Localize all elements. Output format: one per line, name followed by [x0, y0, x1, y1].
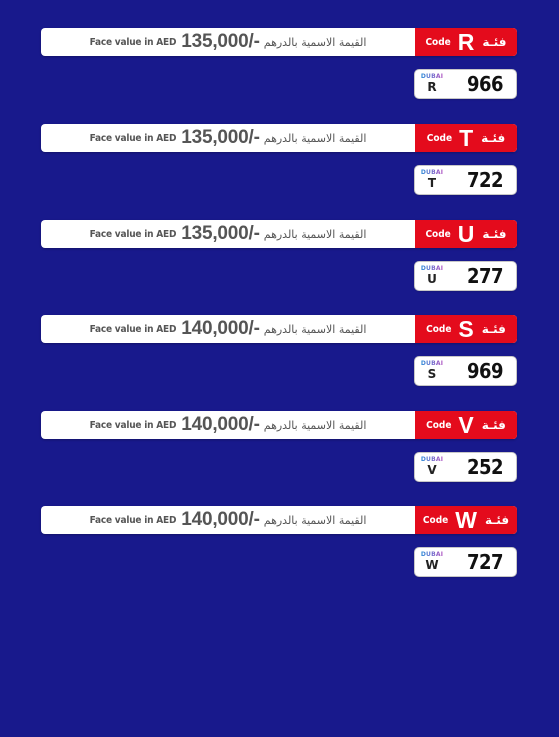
dubai-logo-icon: DUBAI [420, 169, 444, 176]
dubai-emblem [421, 551, 443, 574]
face-value-label: Face value in AED [89, 36, 177, 48]
plate-code: U [427, 272, 437, 286]
code-label-arabic: فئـة [482, 227, 507, 241]
plate-code: T [427, 176, 437, 190]
code-box [415, 28, 517, 56]
plate-entry [0, 411, 559, 507]
plate-code: W [425, 558, 439, 572]
face-value-text [41, 411, 415, 439]
face-value-amount: 140,000/- [181, 414, 260, 435]
face-value-amount: 135,000/- [181, 127, 260, 148]
dubai-logo-icon: DUBAI [420, 265, 444, 272]
face-value-label-arabic: القيمة الاسمية بالدرهم [263, 418, 367, 432]
code-label: Code [426, 419, 452, 431]
code-label: Code [425, 36, 451, 48]
face-value-amount: 135,000/- [181, 223, 260, 244]
plate-entry [0, 315, 559, 411]
dubai-logo-icon: DUBAI [420, 73, 444, 80]
dubai-emblem [421, 360, 443, 383]
code-letter: T [459, 124, 474, 151]
plate-code: S [427, 367, 437, 381]
code-box [415, 411, 517, 439]
face-value-text [41, 315, 415, 343]
code-letter: W [455, 506, 477, 533]
code-label-arabic: فئـة [481, 131, 506, 145]
plate-entry [0, 506, 559, 602]
code-box [415, 220, 517, 248]
code-label-arabic: فئـة [484, 513, 510, 527]
face-value-label: Face value in AED [89, 514, 177, 526]
code-label: Code [422, 514, 449, 526]
code-label: Code [425, 228, 451, 240]
plate-number: 722 [466, 168, 504, 192]
plate-number: 727 [466, 550, 504, 574]
plate-number: 277 [466, 264, 504, 288]
number-plate[interactable] [415, 548, 516, 576]
face-value-amount: 135,000/- [181, 31, 260, 52]
face-value-label-arabic: القيمة الاسمية بالدرهم [263, 131, 367, 145]
plate-entry [0, 124, 559, 220]
number-plate[interactable] [415, 262, 516, 290]
face-value-label-arabic: القيمة الاسمية بالدرهم [263, 227, 367, 241]
face-value-text [41, 124, 415, 152]
face-value-text [41, 220, 415, 248]
face-value-text [41, 506, 415, 534]
dubai-emblem [421, 456, 443, 479]
face-value-label-arabic: القيمة الاسمية بالدرهم [263, 35, 367, 49]
code-box [415, 506, 517, 534]
dubai-logo-icon: DUBAI [420, 551, 444, 558]
face-value-bar [41, 28, 517, 56]
plate-code: V [427, 463, 437, 477]
face-value-bar [41, 506, 517, 534]
code-box [415, 315, 517, 343]
face-value-bar [41, 411, 517, 439]
code-box [415, 124, 517, 152]
code-label-arabic: فئـة [482, 35, 507, 49]
face-value-bar [41, 315, 517, 343]
code-letter: U [457, 220, 475, 247]
face-value-label-arabic: القيمة الاسمية بالدرهم [263, 322, 367, 336]
face-value-amount: 140,000/- [181, 318, 260, 339]
code-label: Code [426, 323, 452, 335]
code-label-arabic: فئـة [481, 418, 506, 432]
face-value-label: Face value in AED [89, 323, 177, 335]
number-plate[interactable] [415, 70, 516, 98]
dubai-logo-icon: DUBAI [420, 456, 444, 463]
number-plate[interactable] [415, 166, 516, 194]
dubai-emblem [421, 73, 443, 96]
face-value-label-arabic: القيمة الاسمية بالدرهم [263, 513, 367, 527]
face-value-label: Face value in AED [89, 132, 177, 144]
code-letter: S [458, 315, 474, 342]
face-value-label: Face value in AED [89, 419, 177, 431]
face-value-text [41, 28, 415, 56]
code-label: Code [426, 132, 453, 144]
code-letter: V [458, 411, 474, 438]
plate-entry [0, 28, 559, 124]
plate-code: R [427, 80, 437, 94]
dubai-logo-icon: DUBAI [420, 360, 444, 367]
face-value-bar [41, 220, 517, 248]
face-value-bar [41, 124, 517, 152]
dubai-emblem [421, 265, 443, 288]
code-letter: R [457, 28, 475, 55]
face-value-amount: 140,000/- [181, 509, 260, 530]
plate-number: 966 [466, 72, 504, 96]
number-plate[interactable] [415, 453, 516, 481]
plate-entry [0, 220, 559, 316]
dubai-emblem [421, 169, 443, 192]
face-value-label: Face value in AED [89, 228, 177, 240]
plate-number: 969 [466, 359, 504, 383]
number-plate[interactable] [415, 357, 516, 385]
plate-number: 252 [466, 455, 504, 479]
code-label-arabic: فئـة [481, 322, 506, 336]
